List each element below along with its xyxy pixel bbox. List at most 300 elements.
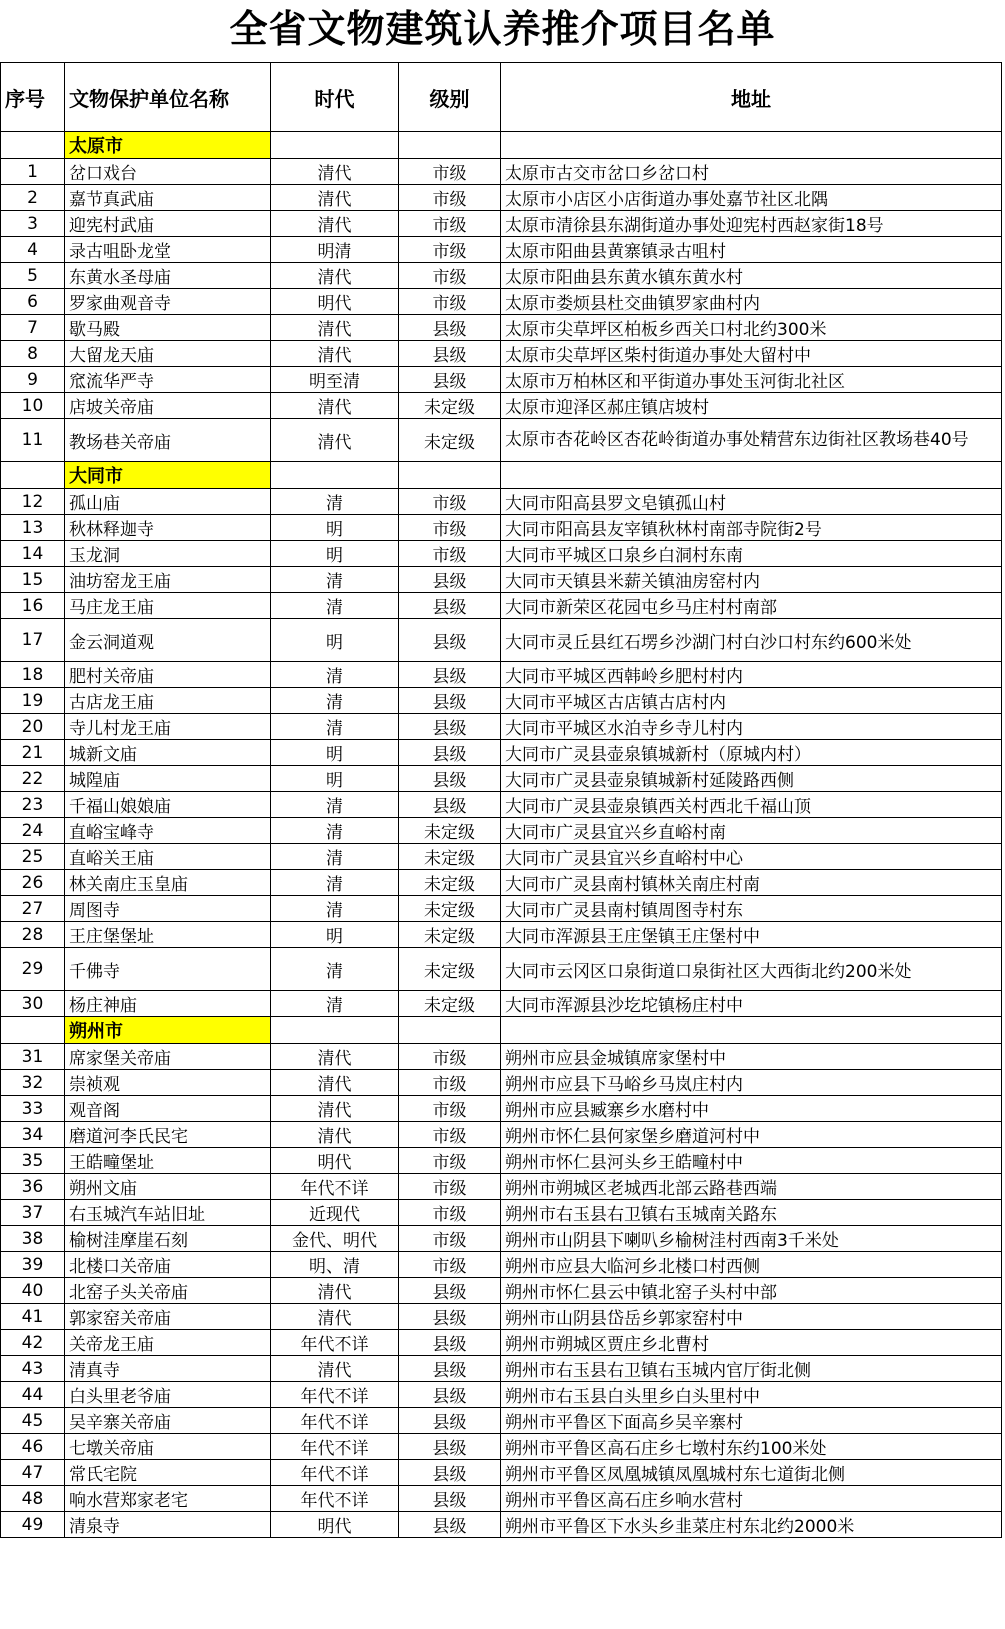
city-header-row xyxy=(1,462,1002,489)
table-row xyxy=(1,870,1002,896)
cell-address: 大同市阳高县罗文皂镇孤山村 xyxy=(501,489,1002,515)
cell-level: 市级 xyxy=(399,1044,501,1070)
table-row xyxy=(1,315,1002,341)
cell-era: 清代 xyxy=(271,185,399,211)
cell-level: 未定级 xyxy=(399,844,501,870)
table-row xyxy=(1,185,1002,211)
cell-level: 市级 xyxy=(399,1252,501,1278)
cell-level: 市级 xyxy=(399,489,501,515)
cell-seq: 39 xyxy=(1,1252,65,1278)
table-row xyxy=(1,1122,1002,1148)
table-row xyxy=(1,818,1002,844)
cell-level: 未定级 xyxy=(399,818,501,844)
table-row xyxy=(1,1486,1002,1512)
header-seq: 序号 xyxy=(1,63,65,132)
cell-era: 清代 xyxy=(271,393,399,419)
cell-address: 太原市尖草坪区柏板乡西关口村北约300米 xyxy=(501,315,1002,341)
cell-seq: 28 xyxy=(1,922,65,948)
cell-era: 明至清 xyxy=(271,367,399,393)
cell-name: 油坊窑龙王庙 xyxy=(65,567,271,593)
cell-seq: 20 xyxy=(1,714,65,740)
cell-level: 市级 xyxy=(399,515,501,541)
cell-era: 清代 xyxy=(271,1070,399,1096)
cell-era: 清代 xyxy=(271,1356,399,1382)
cell-address: 大同市广灵县南村镇周图寺村东 xyxy=(501,896,1002,922)
cell-level: 未定级 xyxy=(399,922,501,948)
table-row xyxy=(1,1382,1002,1408)
cell-address: 朔州市平鲁区下水头乡韭菜庄村东北约2000米 xyxy=(501,1512,1002,1538)
cell-name: 王庄堡堡址 xyxy=(65,922,271,948)
cell-name: 杨庄神庙 xyxy=(65,991,271,1017)
cell-address: 朔州市右玉县白头里乡白头里村中 xyxy=(501,1382,1002,1408)
city-header-row xyxy=(1,1017,1002,1044)
empty-cell xyxy=(1,462,65,489)
table-row xyxy=(1,922,1002,948)
empty-cell xyxy=(271,132,399,159)
cell-era: 清 xyxy=(271,792,399,818)
cell-level: 县级 xyxy=(399,619,501,662)
cell-era: 明清 xyxy=(271,237,399,263)
cell-era: 年代不详 xyxy=(271,1486,399,1512)
cell-name: 崇祯观 xyxy=(65,1070,271,1096)
cell-name: 榆树洼摩崖石刻 xyxy=(65,1226,271,1252)
table-row xyxy=(1,619,1002,662)
cell-name: 千福山娘娘庙 xyxy=(65,792,271,818)
cell-era: 清代 xyxy=(271,1122,399,1148)
cell-address: 朔州市应县下马峪乡马岚庄村内 xyxy=(501,1070,1002,1096)
cell-era: 清代 xyxy=(271,263,399,289)
cell-address: 大同市新荣区花园屯乡马庄村村南部 xyxy=(501,593,1002,619)
cell-seq: 18 xyxy=(1,662,65,688)
table-row xyxy=(1,1356,1002,1382)
cell-address: 朔州市右玉县右卫镇右玉城南关路东 xyxy=(501,1200,1002,1226)
cell-seq: 22 xyxy=(1,766,65,792)
cell-level: 县级 xyxy=(399,740,501,766)
cell-era: 清代 xyxy=(271,159,399,185)
cell-address: 太原市阳曲县东黄水镇东黄水村 xyxy=(501,263,1002,289)
cell-name: 肥村关帝庙 xyxy=(65,662,271,688)
cell-seq: 37 xyxy=(1,1200,65,1226)
cell-level: 县级 xyxy=(399,593,501,619)
cell-address: 大同市云冈区口泉街道口泉街社区大西街北约200米处 xyxy=(501,948,1002,991)
cell-seq: 43 xyxy=(1,1356,65,1382)
cell-era: 清 xyxy=(271,844,399,870)
cell-seq: 25 xyxy=(1,844,65,870)
cell-level: 县级 xyxy=(399,1408,501,1434)
cell-level: 市级 xyxy=(399,1148,501,1174)
cell-level: 未定级 xyxy=(399,393,501,419)
cell-name: 席家堡关帝庙 xyxy=(65,1044,271,1070)
cell-era: 清代 xyxy=(271,341,399,367)
cell-address: 朔州市怀仁县河头乡王皓疃村中 xyxy=(501,1148,1002,1174)
table-row xyxy=(1,263,1002,289)
cell-level: 市级 xyxy=(399,237,501,263)
empty-cell xyxy=(271,1017,399,1044)
cell-level: 县级 xyxy=(399,315,501,341)
table-row xyxy=(1,1330,1002,1356)
cell-era: 近现代 xyxy=(271,1200,399,1226)
empty-cell xyxy=(399,132,501,159)
cell-level: 县级 xyxy=(399,714,501,740)
cell-address: 朔州市应县金城镇席家堡村中 xyxy=(501,1044,1002,1070)
cell-address: 朔州市应县大临河乡北楼口村西侧 xyxy=(501,1252,1002,1278)
cell-level: 市级 xyxy=(399,1122,501,1148)
cell-name: 歇马殿 xyxy=(65,315,271,341)
cell-level: 县级 xyxy=(399,1356,501,1382)
header-level: 级别 xyxy=(399,63,501,132)
empty-cell xyxy=(1,1017,65,1044)
cell-level: 县级 xyxy=(399,688,501,714)
cell-level: 市级 xyxy=(399,1070,501,1096)
cell-address: 朔州市山阴县下喇叭乡榆树洼村西南3千米处 xyxy=(501,1226,1002,1252)
city-name: 太原市 xyxy=(65,132,271,159)
cell-era: 明代 xyxy=(271,1512,399,1538)
cell-level: 县级 xyxy=(399,567,501,593)
cell-name: 东黄水圣母庙 xyxy=(65,263,271,289)
cell-era: 明代 xyxy=(271,1148,399,1174)
cell-address: 朔州市朔城区老城西北部云路巷西端 xyxy=(501,1174,1002,1200)
cell-seq: 36 xyxy=(1,1174,65,1200)
cell-address: 朔州市应县臧寨乡水磨村中 xyxy=(501,1096,1002,1122)
cell-level: 市级 xyxy=(399,1096,501,1122)
table-row xyxy=(1,896,1002,922)
cell-address: 大同市浑源县王庄堡镇王庄堡村中 xyxy=(501,922,1002,948)
cell-address: 太原市万柏林区和平街道办事处玉河街北社区 xyxy=(501,367,1002,393)
empty-cell xyxy=(1,132,65,159)
cell-seq: 11 xyxy=(1,419,65,462)
table-row xyxy=(1,1070,1002,1096)
cell-level: 县级 xyxy=(399,1434,501,1460)
cell-address: 朔州市右玉县右卫镇右玉城内官厅街北侧 xyxy=(501,1356,1002,1382)
cell-seq: 10 xyxy=(1,393,65,419)
empty-cell xyxy=(501,132,1002,159)
cell-level: 市级 xyxy=(399,1200,501,1226)
cell-address: 朔州市平鲁区高石庄乡七墩村东约100米处 xyxy=(501,1434,1002,1460)
table-row xyxy=(1,593,1002,619)
header-era: 时代 xyxy=(271,63,399,132)
cell-seq: 49 xyxy=(1,1512,65,1538)
cell-era: 年代不详 xyxy=(271,1382,399,1408)
cell-level: 县级 xyxy=(399,766,501,792)
cell-address: 大同市灵丘县红石塄乡沙湖门村白沙口村东约600米处 xyxy=(501,619,1002,662)
cell-era: 清代 xyxy=(271,315,399,341)
table-header-row xyxy=(1,63,1002,132)
cell-level: 县级 xyxy=(399,1460,501,1486)
cell-name: 千佛寺 xyxy=(65,948,271,991)
cell-address: 朔州市平鲁区下面高乡吴辛寨村 xyxy=(501,1408,1002,1434)
city-name: 大同市 xyxy=(65,462,271,489)
cell-address: 太原市娄烦县杜交曲镇罗家曲村内 xyxy=(501,289,1002,315)
table-row xyxy=(1,740,1002,766)
cell-name: 教场巷关帝庙 xyxy=(65,419,271,462)
cell-name: 白头里老爷庙 xyxy=(65,1382,271,1408)
empty-cell xyxy=(501,1017,1002,1044)
cell-name: 城隍庙 xyxy=(65,766,271,792)
cell-address: 朔州市朔城区贾庄乡北曹村 xyxy=(501,1330,1002,1356)
cell-address: 朔州市怀仁县云中镇北窑子头村中部 xyxy=(501,1278,1002,1304)
table-row xyxy=(1,1460,1002,1486)
table-row xyxy=(1,1226,1002,1252)
table-row xyxy=(1,1148,1002,1174)
cell-seq: 45 xyxy=(1,1408,65,1434)
cell-level: 县级 xyxy=(399,367,501,393)
cell-seq: 13 xyxy=(1,515,65,541)
cell-era: 明 xyxy=(271,922,399,948)
table-row xyxy=(1,662,1002,688)
cell-seq: 9 xyxy=(1,367,65,393)
table-row xyxy=(1,159,1002,185)
header-address: 地址 xyxy=(501,63,1002,132)
cell-level: 县级 xyxy=(399,1382,501,1408)
cell-era: 金代、明代 xyxy=(271,1226,399,1252)
cell-era: 年代不详 xyxy=(271,1408,399,1434)
cell-name: 北窑子头关帝庙 xyxy=(65,1278,271,1304)
cell-name: 城新文庙 xyxy=(65,740,271,766)
cell-level: 市级 xyxy=(399,263,501,289)
cell-level: 市级 xyxy=(399,1174,501,1200)
cell-name: 磨道河李氏民宅 xyxy=(65,1122,271,1148)
cell-era: 明 xyxy=(271,740,399,766)
cell-seq: 21 xyxy=(1,740,65,766)
cell-address: 大同市平城区西韩岭乡肥村村内 xyxy=(501,662,1002,688)
cell-era: 清 xyxy=(271,991,399,1017)
cell-seq: 34 xyxy=(1,1122,65,1148)
cell-address: 朔州市山阴县岱岳乡郭家窑村中 xyxy=(501,1304,1002,1330)
table-body xyxy=(1,132,1002,1538)
cell-address: 太原市古交市岔口乡岔口村 xyxy=(501,159,1002,185)
cell-name: 孤山庙 xyxy=(65,489,271,515)
cell-level: 未定级 xyxy=(399,991,501,1017)
table-row xyxy=(1,714,1002,740)
empty-cell xyxy=(399,1017,501,1044)
table-row xyxy=(1,948,1002,991)
table-row xyxy=(1,1252,1002,1278)
cell-era: 清代 xyxy=(271,1044,399,1070)
cell-level: 县级 xyxy=(399,1512,501,1538)
cell-address: 大同市广灵县壶泉镇西关村西北千福山顶 xyxy=(501,792,1002,818)
cell-level: 未定级 xyxy=(399,419,501,462)
cell-name: 店坡关帝庙 xyxy=(65,393,271,419)
cell-seq: 41 xyxy=(1,1304,65,1330)
table-row xyxy=(1,541,1002,567)
cell-name: 录古咀卧龙堂 xyxy=(65,237,271,263)
cell-name: 窊流华严寺 xyxy=(65,367,271,393)
cell-address: 大同市广灵县宜兴乡直峪村中心 xyxy=(501,844,1002,870)
cell-seq: 29 xyxy=(1,948,65,991)
cell-name: 嘉节真武庙 xyxy=(65,185,271,211)
cell-seq: 30 xyxy=(1,991,65,1017)
cell-seq: 44 xyxy=(1,1382,65,1408)
cell-era: 年代不详 xyxy=(271,1330,399,1356)
cell-address: 朔州市平鲁区凤凰城镇凤凰城村东七道街北侧 xyxy=(501,1460,1002,1486)
cell-name: 罗家曲观音寺 xyxy=(65,289,271,315)
cell-name: 岔口戏台 xyxy=(65,159,271,185)
cell-address: 大同市阳高县友宰镇秋林村南部寺院街2号 xyxy=(501,515,1002,541)
cell-level: 市级 xyxy=(399,1226,501,1252)
cell-era: 清代 xyxy=(271,419,399,462)
cell-name: 观音阁 xyxy=(65,1096,271,1122)
cell-level: 县级 xyxy=(399,1304,501,1330)
table-row xyxy=(1,792,1002,818)
cell-name: 关帝龙王庙 xyxy=(65,1330,271,1356)
cell-level: 县级 xyxy=(399,1278,501,1304)
empty-cell xyxy=(501,462,1002,489)
cell-era: 明 xyxy=(271,515,399,541)
cell-level: 未定级 xyxy=(399,948,501,991)
cell-seq: 5 xyxy=(1,263,65,289)
cell-seq: 4 xyxy=(1,237,65,263)
cell-seq: 6 xyxy=(1,289,65,315)
cell-seq: 26 xyxy=(1,870,65,896)
cell-address: 朔州市怀仁县何家堡乡磨道河村中 xyxy=(501,1122,1002,1148)
heritage-table xyxy=(0,62,1002,1538)
empty-cell xyxy=(399,462,501,489)
page-title: 全省文物建筑认养推介项目名单 xyxy=(229,7,776,51)
table-row xyxy=(1,237,1002,263)
cell-name: 常氏宅院 xyxy=(65,1460,271,1486)
cell-era: 清代 xyxy=(271,1096,399,1122)
cell-seq: 23 xyxy=(1,792,65,818)
table-row xyxy=(1,991,1002,1017)
cell-seq: 32 xyxy=(1,1070,65,1096)
cell-address: 大同市广灵县壶泉镇城新村（原城内村） xyxy=(501,740,1002,766)
cell-address: 大同市浑源县沙圪坨镇杨庄村中 xyxy=(501,991,1002,1017)
cell-address: 大同市广灵县壶泉镇城新村延陵路西侧 xyxy=(501,766,1002,792)
cell-seq: 8 xyxy=(1,341,65,367)
cell-seq: 35 xyxy=(1,1148,65,1174)
cell-era: 清 xyxy=(271,662,399,688)
cell-address: 大同市平城区口泉乡白洞村东南 xyxy=(501,541,1002,567)
cell-era: 清 xyxy=(271,489,399,515)
cell-name: 响水营郑家老宅 xyxy=(65,1486,271,1512)
cell-address: 太原市杏花岭区杏花岭街道办事处精营东边街社区教场巷40号 xyxy=(501,419,1002,462)
cell-level: 县级 xyxy=(399,1330,501,1356)
cell-name: 直峪关王庙 xyxy=(65,844,271,870)
cell-seq: 47 xyxy=(1,1460,65,1486)
cell-address: 太原市小店区小店街道办事处嘉节社区北隅 xyxy=(501,185,1002,211)
table-row xyxy=(1,289,1002,315)
cell-seq: 40 xyxy=(1,1278,65,1304)
cell-name: 大留龙天庙 xyxy=(65,341,271,367)
cell-era: 明 xyxy=(271,766,399,792)
cell-seq: 3 xyxy=(1,211,65,237)
city-name: 朔州市 xyxy=(65,1017,271,1044)
cell-name: 林关南庄玉皇庙 xyxy=(65,870,271,896)
cell-name: 古店龙王庙 xyxy=(65,688,271,714)
cell-name: 周图寺 xyxy=(65,896,271,922)
cell-level: 市级 xyxy=(399,289,501,315)
cell-era: 清 xyxy=(271,948,399,991)
cell-era: 清代 xyxy=(271,1304,399,1330)
cell-seq: 27 xyxy=(1,896,65,922)
cell-seq: 33 xyxy=(1,1096,65,1122)
cell-era: 清 xyxy=(271,688,399,714)
cell-name: 秋林释迦寺 xyxy=(65,515,271,541)
cell-seq: 12 xyxy=(1,489,65,515)
cell-address: 大同市天镇县米薪关镇油房窑村内 xyxy=(501,567,1002,593)
city-header-row xyxy=(1,132,1002,159)
table-row xyxy=(1,1044,1002,1070)
header-name: 文物保护单位名称 xyxy=(65,63,271,132)
cell-level: 未定级 xyxy=(399,896,501,922)
cell-level: 未定级 xyxy=(399,870,501,896)
table-row xyxy=(1,211,1002,237)
table-row xyxy=(1,1408,1002,1434)
cell-era: 清代 xyxy=(271,1278,399,1304)
cell-seq: 15 xyxy=(1,567,65,593)
cell-seq: 48 xyxy=(1,1486,65,1512)
cell-name: 郭家窑关帝庙 xyxy=(65,1304,271,1330)
cell-address: 太原市尖草坪区柴村街道办事处大留村中 xyxy=(501,341,1002,367)
cell-seq: 7 xyxy=(1,315,65,341)
cell-name: 迎宪村武庙 xyxy=(65,211,271,237)
cell-seq: 2 xyxy=(1,185,65,211)
cell-name: 北楼口关帝庙 xyxy=(65,1252,271,1278)
table-row xyxy=(1,341,1002,367)
cell-name: 七墩关帝庙 xyxy=(65,1434,271,1460)
cell-seq: 24 xyxy=(1,818,65,844)
cell-era: 年代不详 xyxy=(271,1174,399,1200)
cell-name: 玉龙洞 xyxy=(65,541,271,567)
cell-level: 市级 xyxy=(399,159,501,185)
cell-era: 清 xyxy=(271,714,399,740)
table-row xyxy=(1,1304,1002,1330)
cell-era: 年代不详 xyxy=(271,1434,399,1460)
cell-era: 清 xyxy=(271,593,399,619)
cell-era: 清 xyxy=(271,870,399,896)
empty-cell xyxy=(271,462,399,489)
table-row xyxy=(1,844,1002,870)
cell-era: 年代不详 xyxy=(271,1460,399,1486)
cell-seq: 16 xyxy=(1,593,65,619)
cell-address: 朔州市平鲁区高石庄乡响水营村 xyxy=(501,1486,1002,1512)
cell-seq: 38 xyxy=(1,1226,65,1252)
cell-name: 清泉寺 xyxy=(65,1512,271,1538)
cell-address: 大同市平城区古店镇古店村内 xyxy=(501,688,1002,714)
cell-address: 大同市平城区水泊寺乡寺儿村内 xyxy=(501,714,1002,740)
table-row xyxy=(1,489,1002,515)
table-row xyxy=(1,766,1002,792)
cell-address: 大同市广灵县宜兴乡直峪村南 xyxy=(501,818,1002,844)
table-row xyxy=(1,393,1002,419)
cell-level: 市级 xyxy=(399,541,501,567)
cell-level: 县级 xyxy=(399,662,501,688)
table-row xyxy=(1,1434,1002,1460)
cell-seq: 1 xyxy=(1,159,65,185)
cell-name: 寺儿村龙王庙 xyxy=(65,714,271,740)
cell-seq: 31 xyxy=(1,1044,65,1070)
cell-seq: 42 xyxy=(1,1330,65,1356)
table-row xyxy=(1,367,1002,393)
cell-era: 清 xyxy=(271,896,399,922)
table-row xyxy=(1,1096,1002,1122)
cell-level: 县级 xyxy=(399,792,501,818)
cell-name: 朔州文庙 xyxy=(65,1174,271,1200)
cell-seq: 46 xyxy=(1,1434,65,1460)
cell-address: 大同市广灵县南村镇林关南庄村南 xyxy=(501,870,1002,896)
cell-era: 清 xyxy=(271,567,399,593)
table-row xyxy=(1,567,1002,593)
table-row xyxy=(1,1200,1002,1226)
cell-name: 清真寺 xyxy=(65,1356,271,1382)
cell-name: 吴辛寨关帝庙 xyxy=(65,1408,271,1434)
cell-era: 清 xyxy=(271,818,399,844)
cell-seq: 17 xyxy=(1,619,65,662)
cell-name: 马庄龙王庙 xyxy=(65,593,271,619)
table-row xyxy=(1,419,1002,462)
table-row xyxy=(1,1512,1002,1538)
cell-seq: 19 xyxy=(1,688,65,714)
